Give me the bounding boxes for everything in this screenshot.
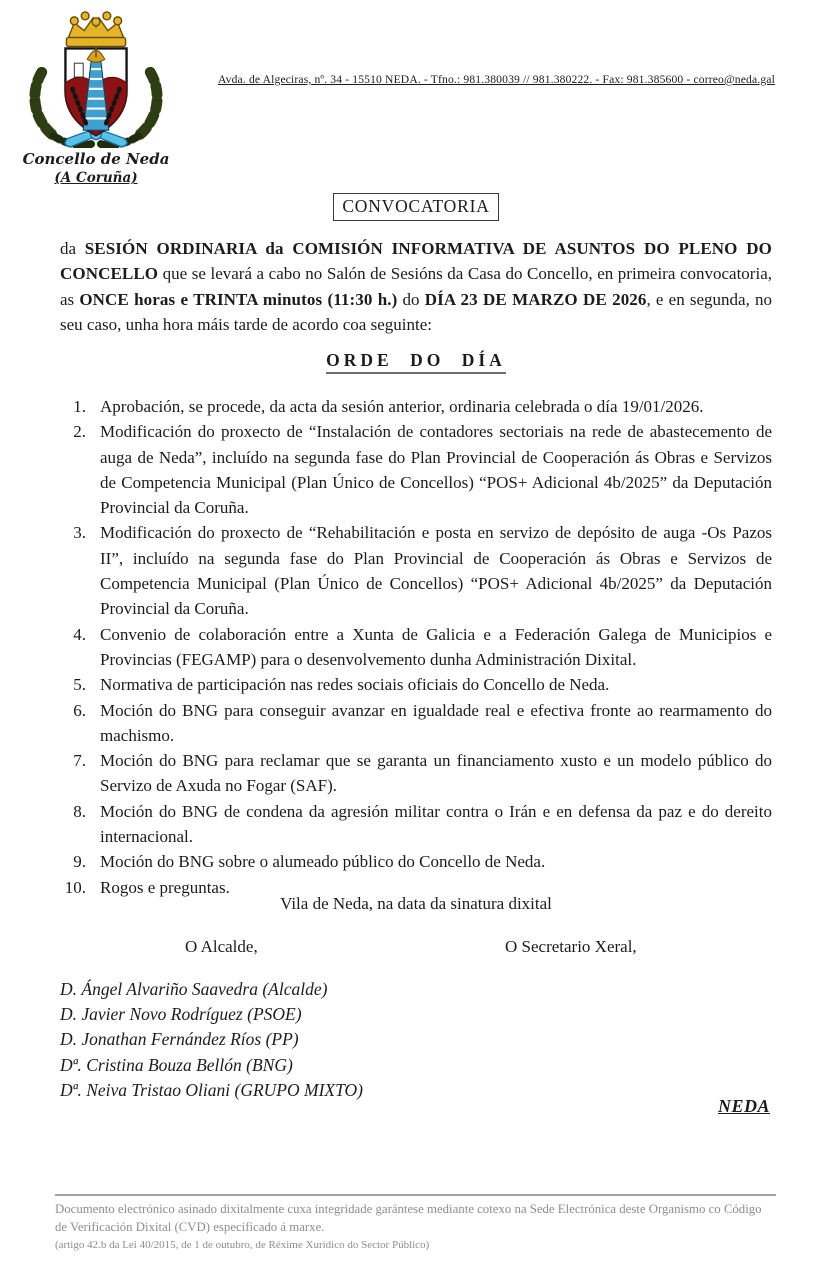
agenda-item xyxy=(60,799,772,850)
header-logo-block xyxy=(18,8,174,187)
agenda-item-number: 7. xyxy=(73,751,86,771)
logo-org-name: Concello de Neda xyxy=(22,150,170,168)
member-row: D. Javier Novo Rodríguez (PSOE) xyxy=(60,1004,302,1025)
member-row: Dª. Neiva Tristao Oliani (GRUPO MIXTO) xyxy=(60,1079,363,1100)
agenda-heading: ORDE DO DÍA xyxy=(326,350,506,374)
intro-session-name: SESIÓN ORDINARIA da COMISIÓN INFORMATIVA DE ASUNTOS DO PLENO DO CONCELLO xyxy=(60,239,772,284)
intro-text: da xyxy=(60,239,85,258)
logo-org-region: (A Coruña) xyxy=(54,170,138,186)
agenda-list xyxy=(60,394,772,900)
agenda-item-number: 8. xyxy=(73,801,86,821)
agenda-item-number: 3. xyxy=(73,523,86,543)
header-address: Avda. de Algeciras, nº. 34 - 15510 NEDA. - Tfno.: 981.380039 // 981.380222. - Fax: 981.385600 - correo@neda.gal xyxy=(218,73,775,86)
intro-paragraph xyxy=(60,236,772,338)
intro-text: , e en segunda, no seu caso, unha hora máis tarde de acordo coa seguinte: xyxy=(60,289,772,335)
signature-title-alcalde: O Alcalde, xyxy=(185,937,258,956)
intro-time: ONCE horas e TRINTA minutos (11:30 h.) xyxy=(79,289,398,309)
agenda-item-number: 5. xyxy=(73,675,86,695)
intro-text: do xyxy=(397,289,425,309)
neda-watermark: NEDA xyxy=(717,1096,770,1116)
footer-legal-reference: (artigo 42.b da Lei 40/2015, de 1 de outubro, de Réxime Xurídico do Sector Público) xyxy=(55,1238,430,1251)
members-list xyxy=(60,977,680,1103)
agenda-item-number: 1. xyxy=(73,397,86,416)
document-footer xyxy=(55,1194,776,1253)
agenda-item-text: Aprobación, se procede, da acta da sesión anterior, ordinaria celebrada o día 19/01/2026. xyxy=(100,397,704,416)
agenda-item-text: Modificación do proxecto de “Instalación de contadores sectoriais na rede de abastecemento de auga de Neda”, incluído na segunda fase do Plan Provincial de Cooperación ás Obras e Servizos de Competencia Municipal (Plan Único de Concellos) “POS+ Adicional 4b/2025” da Deputación Provincial da Coruña. xyxy=(100,422,772,518)
title-wrap xyxy=(0,193,832,221)
member-row: D. Jonathan Fernández Ríos (PP) xyxy=(60,1029,299,1050)
member-row: D. Ángel Alvariño Saavedra (Alcalde) xyxy=(60,979,328,999)
agenda-item-text: Modificación do proxecto de “Rehabilitación e posta en servizo de depósito de auga -Os Pazos II”, incluído na segunda fase do Plan Provincial de Cooperación ás Obras e Servizos de Competencia Municipal (Plan Único de Concellos) “POS+ Adicional 4b/2025” da Deputación Provincial da Coruña. xyxy=(100,523,772,619)
agenda-item-number: 9. xyxy=(73,852,86,872)
agenda-item-text: Moción do BNG de condena da agresión militar contra o Irán e en defensa da paz e do dereito internacional. xyxy=(100,801,772,847)
agenda-item-text: Rogos e preguntas. xyxy=(100,877,230,897)
signature-titles xyxy=(0,937,832,963)
page-title: CONVOCATORIA xyxy=(333,193,498,221)
agenda-item xyxy=(60,849,772,874)
agenda-item xyxy=(60,520,772,621)
coat-of-arms-icon xyxy=(22,8,170,148)
intro-date: DÍA 23 DE MARZO DE 2026 xyxy=(424,289,647,309)
agenda-item-text: Convenio de colaboración entre a Xunta de Galicia e a Federación Galega de Municipios e Provincias (FEGAMP) para o desenvolvemento dunha Administración Dixital. xyxy=(100,624,772,669)
agenda-item-number: 10. xyxy=(64,877,86,897)
agenda-item xyxy=(60,622,772,673)
agenda-item-number: 6. xyxy=(73,700,86,720)
agenda-heading-wrap xyxy=(0,350,832,374)
signature-title-secretario: O Secretario Xeral, xyxy=(505,937,637,956)
agenda-item xyxy=(60,394,772,419)
agenda-item xyxy=(60,672,772,697)
footer-signature-notice: Documento electrónico asinado dixitalmente cuxa integridade garántese mediante cotexo na Sede Electrónica deste Organismo co Código de Verificación Dixital (CVD) especificado á marxe. xyxy=(55,1202,762,1235)
signature-place-line: Vila de Neda, na data da sinatura dixital xyxy=(280,894,552,913)
member-row: Dª. Cristina Bouza Bellón (BNG) xyxy=(60,1054,293,1075)
agenda-item xyxy=(60,748,772,799)
agenda-item-text: Moción do BNG sobre o alumeado público do Concello de Neda. xyxy=(100,852,546,872)
agenda-item-number: 4. xyxy=(73,624,86,644)
agenda-item-text: Normativa de participación nas redes sociais oficiais do Concello de Neda. xyxy=(100,675,610,695)
agenda-item-text: Moción do BNG para conseguir avanzar en igualdade real e efectiva fronte ao rearmamento do machismo. xyxy=(100,700,772,745)
intro-text: que se levará a cabo no Salón de Sesións da Casa do Concello, en primeira convocatoria, as xyxy=(60,264,772,309)
agenda-item xyxy=(60,419,772,520)
agenda-item-text: Moción do BNG para reclamar que se garanta un financiamento xusto e un modelo público do Servizo de Axuda no Fogar (SAF). xyxy=(100,751,772,796)
agenda-item-number: 2. xyxy=(73,422,86,442)
agenda-item xyxy=(60,698,772,749)
